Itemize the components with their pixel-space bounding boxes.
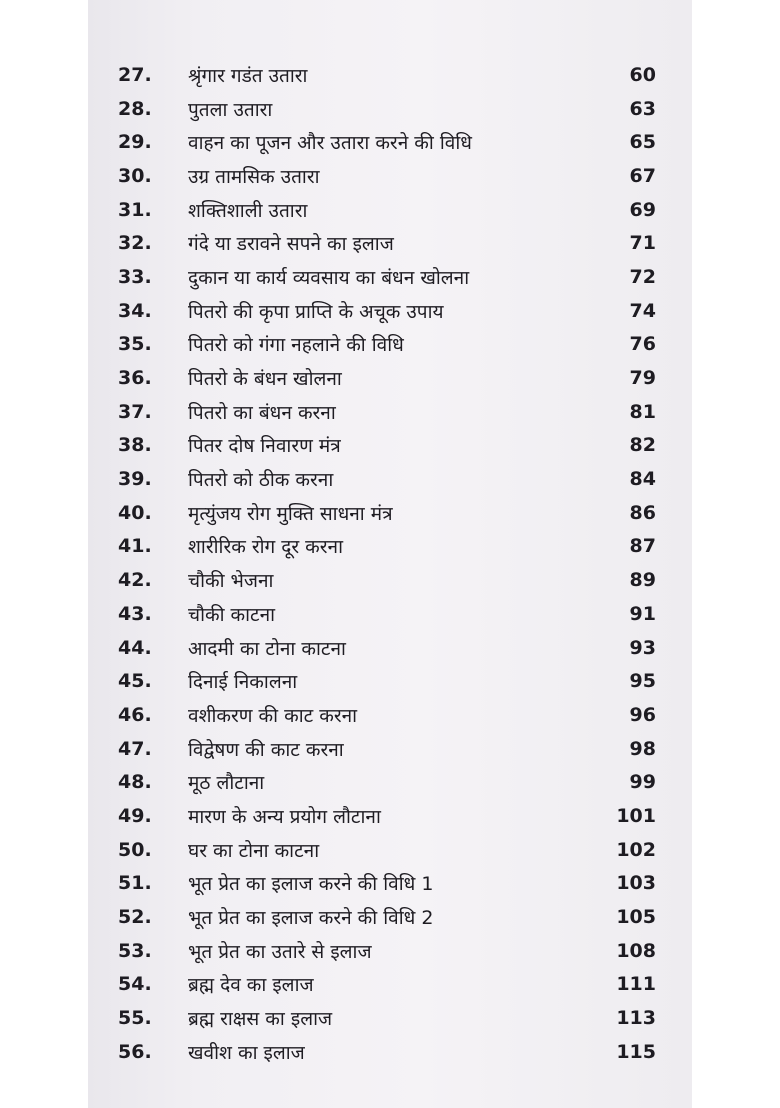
entry-page-number: 86 <box>629 501 656 524</box>
entry-title: पितरो की कृपा प्राप्ति के अचूक उपाय <box>188 300 444 323</box>
entry-page-number: 69 <box>629 198 656 221</box>
toc-entry <box>118 631 656 665</box>
entry-number: 36. <box>118 367 152 390</box>
entry-number: 52. <box>118 906 152 929</box>
entry-number: 28. <box>118 97 152 120</box>
entry-number: 34. <box>118 299 152 322</box>
entry-number: 31. <box>118 198 152 221</box>
entry-number: 41. <box>118 535 152 558</box>
entry-title: चौकी भेजना <box>188 570 274 593</box>
entry-title: भूत प्रेत का इलाज करने की विधि 2 <box>188 907 434 930</box>
entry-page-number: 103 <box>616 872 656 895</box>
entry-page-number: 74 <box>629 299 656 322</box>
entry-page-number: 111 <box>616 973 656 996</box>
entry-title: भूत प्रेत का इलाज करने की विधि 1 <box>188 873 434 896</box>
entry-title: शारीरिक रोग दूर करना <box>188 536 344 559</box>
entry-page-number: 76 <box>629 333 656 356</box>
entry-title: पितरो को ठीक करना <box>188 469 334 492</box>
toc-entry <box>118 429 656 463</box>
entry-title: भूत प्रेत का उतारे से इलाज <box>188 940 372 963</box>
entry-page-number: 79 <box>629 367 656 390</box>
entry-title: पितरो के बंधन खोलना <box>188 368 342 391</box>
entry-title: दुकान या कार्य व्यवसाय का बंधन खोलना <box>188 266 470 289</box>
entry-number: 51. <box>118 872 152 895</box>
toc-entry <box>118 496 656 530</box>
entry-page-number: 63 <box>629 97 656 120</box>
entry-number: 29. <box>118 131 152 154</box>
entry-page-number: 98 <box>629 737 656 760</box>
entry-number: 49. <box>118 804 152 827</box>
entry-page-number: 113 <box>616 1007 656 1030</box>
entry-page-number: 96 <box>629 703 656 726</box>
entry-title: घर का टोना काटना <box>188 839 320 862</box>
entry-number: 55. <box>118 1007 152 1030</box>
entry-number: 48. <box>118 771 152 794</box>
toc-entry <box>118 58 656 92</box>
toc-entry <box>118 226 656 260</box>
entry-number: 47. <box>118 737 152 760</box>
toc-entry <box>118 664 656 698</box>
entry-number: 40. <box>118 501 152 524</box>
toc-entry <box>118 530 656 564</box>
entry-title: पुतला उतारा <box>188 98 273 121</box>
toc-entry <box>118 765 656 799</box>
entry-title: शक्तिशाली उतारा <box>188 199 308 222</box>
entry-number: 54. <box>118 973 152 996</box>
entry-page-number: 105 <box>616 906 656 929</box>
entry-number: 30. <box>118 164 152 187</box>
entry-page-number: 101 <box>616 804 656 827</box>
entry-page-number: 81 <box>629 400 656 423</box>
entry-number: 32. <box>118 232 152 255</box>
entry-page-number: 91 <box>629 602 656 625</box>
entry-title: पितर दोष निवारण मंत्र <box>188 435 341 458</box>
entry-page-number: 89 <box>629 569 656 592</box>
toc-entry <box>118 597 656 631</box>
table-of-contents <box>118 58 656 1069</box>
toc-entry <box>118 968 656 1002</box>
entry-page-number: 82 <box>629 434 656 457</box>
entry-page-number: 65 <box>629 131 656 154</box>
toc-entry <box>118 395 656 429</box>
toc-entry <box>118 294 656 328</box>
toc-entry <box>118 799 656 833</box>
toc-entry <box>118 1001 656 1035</box>
entry-title: खवीश का इलाज <box>188 1041 305 1064</box>
entry-title: मृत्युंजय रोग मुक्ति साधना मंत्र <box>188 502 393 525</box>
entry-title: श्रृंगार गडंत उतारा <box>188 64 308 87</box>
toc-entry <box>118 867 656 901</box>
entry-title: ब्रह्म राक्षस का इलाज <box>188 1008 333 1031</box>
entry-page-number: 95 <box>629 670 656 693</box>
entry-number: 38. <box>118 434 152 457</box>
toc-entry <box>118 563 656 597</box>
entry-title: पितरो को गंगा नहलाने की विधि <box>188 334 404 357</box>
entry-page-number: 102 <box>616 838 656 861</box>
toc-entry <box>118 260 656 294</box>
entry-page-number: 115 <box>616 1040 656 1063</box>
entry-title: मूठ लौटाना <box>188 772 265 795</box>
entry-page-number: 71 <box>629 232 656 255</box>
entry-number: 53. <box>118 939 152 962</box>
toc-entry <box>118 125 656 159</box>
entry-title: विद्वेषण की काट करना <box>188 738 344 761</box>
entry-number: 46. <box>118 703 152 726</box>
entry-page-number: 108 <box>616 939 656 962</box>
entry-title: चौकी काटना <box>188 603 276 626</box>
entry-title: गंदे या डरावने सपने का इलाज <box>188 233 394 256</box>
toc-entry <box>118 1035 656 1069</box>
toc-entry <box>118 462 656 496</box>
entry-number: 27. <box>118 63 152 86</box>
entry-page-number: 67 <box>629 164 656 187</box>
entry-page-number: 93 <box>629 636 656 659</box>
entry-number: 43. <box>118 602 152 625</box>
entry-title: वशीकरण की काट करना <box>188 704 358 727</box>
entry-page-number: 99 <box>629 771 656 794</box>
entry-page-number: 60 <box>629 63 656 86</box>
entry-number: 50. <box>118 838 152 861</box>
toc-entry <box>118 361 656 395</box>
entry-title: वाहन का पूजन और उतारा करने की विधि <box>188 132 472 155</box>
toc-entry <box>118 934 656 968</box>
toc-entry <box>118 833 656 867</box>
entry-title: उग्र तामसिक उतारा <box>188 165 320 188</box>
entry-title: पितरो का बंधन करना <box>188 401 336 424</box>
entry-page-number: 72 <box>629 265 656 288</box>
toc-entry <box>118 193 656 227</box>
toc-entry <box>118 900 656 934</box>
toc-entry <box>118 698 656 732</box>
entry-title: दिनाई निकालना <box>188 671 298 694</box>
entry-title: ब्रह्म देव का इलाज <box>188 974 314 997</box>
entry-number: 37. <box>118 400 152 423</box>
toc-entry <box>118 159 656 193</box>
toc-entry <box>118 92 656 126</box>
entry-number: 42. <box>118 569 152 592</box>
entry-title: मारण के अन्य प्रयोग लौटाना <box>188 805 381 828</box>
entry-number: 33. <box>118 265 152 288</box>
toc-entry <box>118 732 656 766</box>
entry-number: 56. <box>118 1040 152 1063</box>
entry-number: 44. <box>118 636 152 659</box>
entry-number: 35. <box>118 333 152 356</box>
entry-number: 45. <box>118 670 152 693</box>
entry-title: आदमी का टोना काटना <box>188 637 346 660</box>
entry-number: 39. <box>118 468 152 491</box>
toc-entry <box>118 328 656 362</box>
entry-page-number: 87 <box>629 535 656 558</box>
entry-page-number: 84 <box>629 468 656 491</box>
